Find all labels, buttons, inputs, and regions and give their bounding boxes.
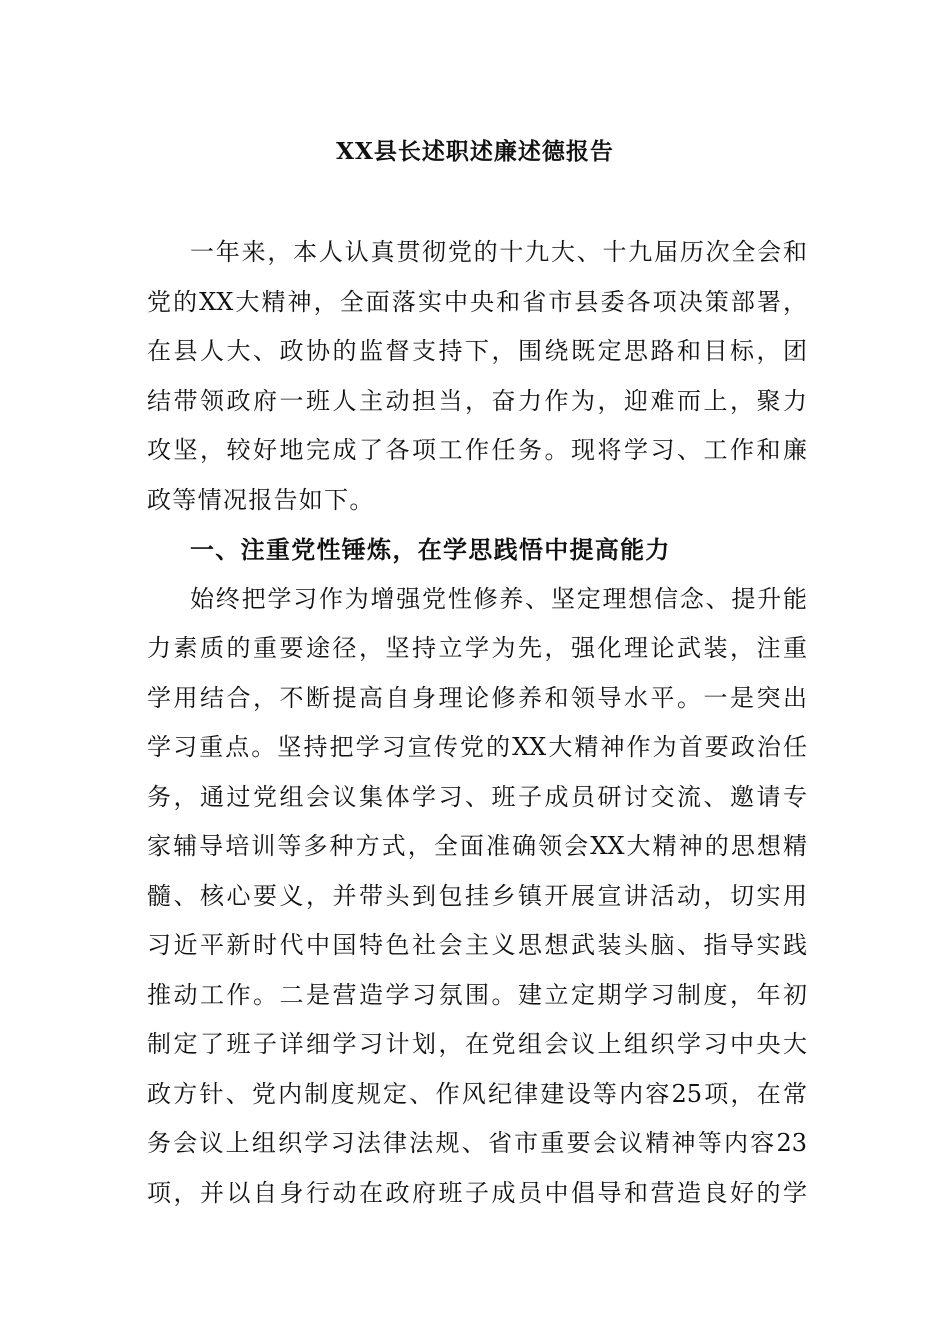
paragraph-line: 家辅导培训等多种方式，全面准确领会XX大精神的思想精	[147, 832, 807, 860]
paragraph-line: 政等情况报告如下。	[147, 485, 375, 514]
paragraph-line: 党的XX大精神，全面落实中央和省市县委各项决策部署，	[147, 287, 807, 316]
paragraph-line: 务，通过党组会议集体学习、班子成员研讨交流、邀请专	[147, 782, 807, 811]
paragraph-line: 髓、核心要义，并带头到包挂乡镇开展宣讲活动，切实用	[147, 881, 807, 910]
paragraph-line: 始终把学习作为增强党性修养、坚定理想信念、提升能	[190, 584, 807, 613]
paragraph-line: 务会议上组织学习法律法规、省市重要会议精神等内容23	[147, 1129, 807, 1157]
paragraph-line: 习近平新时代中国特色社会主义思想武装头脑、指导实践	[147, 931, 807, 959]
paragraph-line: 项，并以自身行动在政府班子成员中倡导和营造良好的学	[147, 1178, 807, 1207]
paragraph-line: 一年来，本人认真贯彻党的十九大、十九届历次全会和	[190, 238, 807, 266]
paragraph-line: 结带领政府一班人主动担当，奋力作为，迎难而上，聚力	[147, 386, 807, 415]
paragraph-line: 在县人大、政协的监督支持下，围绕既定思路和目标，团	[147, 337, 807, 365]
document-body	[147, 228, 807, 1218]
paragraph-line: 政方针、党内制度规定、作风纪律建设等内容25项，在常	[147, 1079, 807, 1108]
document-title: XX县长述职述廉述德报告	[336, 138, 614, 165]
paragraph-line: 制定了班子详细学习计划，在党组会议上组织学习中央大	[147, 1030, 807, 1058]
paragraph-line: 攻坚，较好地完成了各项工作任务。现将学习、工作和廉	[147, 436, 807, 464]
paragraph-line: 力素质的重要途径，坚持立学为先，强化理论武装，注重	[147, 634, 807, 662]
section-heading: 一、注重党性锤炼，在学思践悟中提高能力	[190, 535, 671, 564]
paragraph-line: 学用结合，不断提高自身理论修养和领导水平。一是突出	[147, 683, 807, 712]
paragraph-line: 学习重点。坚持把学习宣传党的XX大精神作为首要政治任	[147, 733, 807, 761]
paragraph-line: 推动工作。二是营造学习氛围。建立定期学习制度，年初	[147, 980, 807, 1009]
